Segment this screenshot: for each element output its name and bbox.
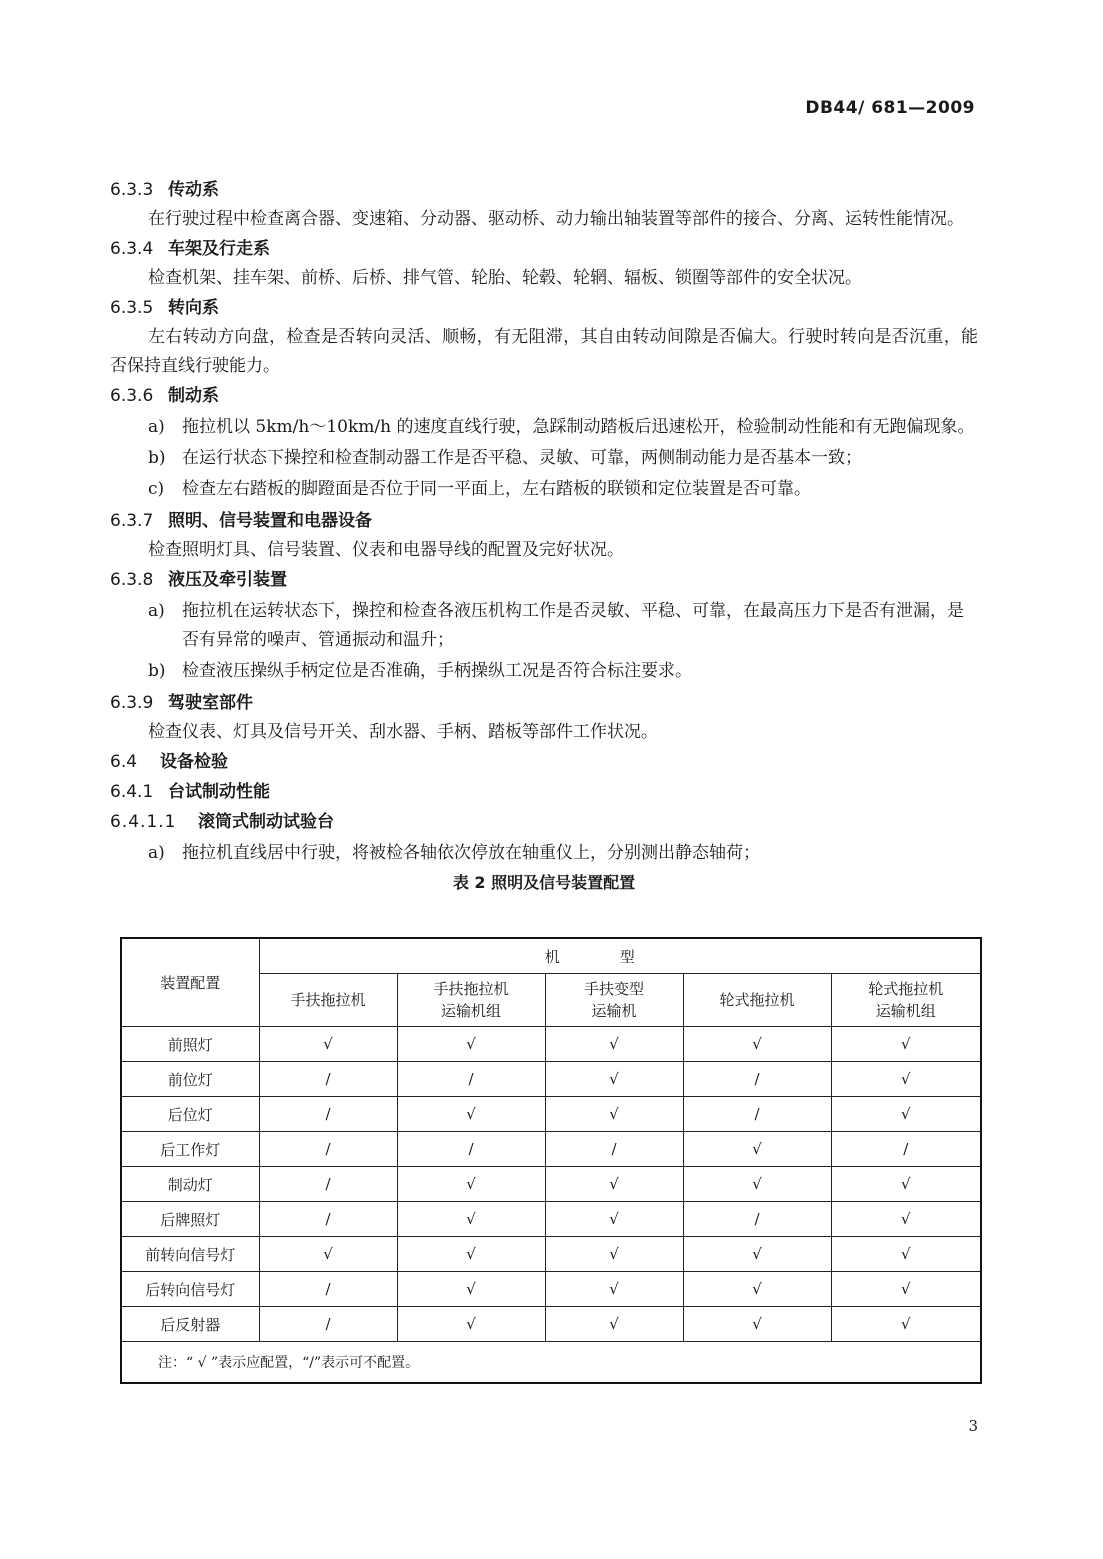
section-6-3-9-text: 检查仪表、灯具及信号开关、刮水器、手柄、踏板等部件工作状况。 bbox=[148, 722, 658, 742]
device-name-cell: 后牌照灯 bbox=[121, 1202, 259, 1237]
section-title: 滚筒式制动试验台 bbox=[198, 812, 334, 832]
section-number: 6.3.8 bbox=[110, 570, 154, 590]
config-cell: √ bbox=[545, 1062, 683, 1097]
config-cell: √ bbox=[545, 1097, 683, 1132]
config-cell: √ bbox=[397, 1237, 545, 1272]
config-cell: √ bbox=[683, 1237, 831, 1272]
config-cell: √ bbox=[397, 1027, 545, 1062]
column-header-cell bbox=[397, 974, 545, 1027]
section-6-3-7-heading bbox=[110, 506, 978, 536]
standard-code: DB44/ 681—2009 bbox=[805, 98, 975, 118]
section-title: 台试制动性能 bbox=[168, 782, 270, 802]
table-row bbox=[121, 1097, 981, 1132]
config-cell: √ bbox=[545, 1167, 683, 1202]
section-number: 6.3.7 bbox=[110, 511, 154, 531]
config-cell: √ bbox=[831, 1097, 981, 1132]
list-item bbox=[110, 413, 978, 442]
config-cell: / bbox=[259, 1272, 397, 1307]
config-cell: / bbox=[831, 1132, 981, 1167]
lighting-signal-table bbox=[120, 937, 982, 1384]
config-cell: √ bbox=[831, 1202, 981, 1237]
config-cell: √ bbox=[545, 1202, 683, 1237]
config-cell: √ bbox=[545, 1307, 683, 1342]
column-header-cell bbox=[831, 974, 981, 1027]
item-label: b) bbox=[148, 661, 166, 681]
column-header-line: 手扶拖拉机 bbox=[290, 991, 366, 1009]
section-title: 制动系 bbox=[168, 386, 219, 406]
config-cell: √ bbox=[831, 1272, 981, 1307]
column-header-cell bbox=[259, 974, 397, 1027]
section-title: 照明、信号装置和电器设备 bbox=[168, 511, 372, 531]
config-cell: √ bbox=[683, 1027, 831, 1062]
section-number: 6.3.5 bbox=[110, 298, 154, 318]
row-header-cell: 装置配置 bbox=[121, 938, 259, 1027]
list-item bbox=[110, 597, 978, 655]
item-label: a) bbox=[148, 601, 165, 621]
config-cell: √ bbox=[683, 1167, 831, 1202]
item-label: c) bbox=[148, 479, 165, 499]
column-header-line: 运输机组 bbox=[440, 1002, 501, 1020]
list-item bbox=[110, 475, 978, 504]
section-6-3-9-heading bbox=[110, 688, 978, 718]
item-text: 拖拉机直线居中行驶，将被检各轴依次停放在轴重仪上，分别测出静态轴荷； bbox=[182, 843, 760, 863]
section-title: 转向系 bbox=[168, 298, 219, 318]
config-cell: √ bbox=[397, 1097, 545, 1132]
config-cell: √ bbox=[397, 1202, 545, 1237]
list-item bbox=[110, 839, 978, 868]
table-row bbox=[121, 1202, 981, 1237]
device-name-cell: 制动灯 bbox=[121, 1167, 259, 1202]
section-title: 车架及行走系 bbox=[168, 239, 270, 259]
column-header-cell bbox=[683, 974, 831, 1027]
table-row bbox=[121, 1027, 981, 1062]
section-6-3-5-text: 左右转动方向盘，检查是否转向灵活、顺畅，有无阻滞，其自由转动间隙是否偏大。行驶时转向是否沉重，能否保持直线行驶能力。 bbox=[110, 327, 978, 376]
table-body bbox=[121, 1027, 981, 1342]
section-6-3-7-text: 检查照明灯具、信号装置、仪表和电器导线的配置及完好状况。 bbox=[148, 540, 624, 560]
item-text: 在运行状态下操控和检查制动器工作是否平稳、灵敏、可靠，两侧制动能力是否基本一致； bbox=[182, 448, 862, 468]
list-item bbox=[110, 444, 978, 473]
config-cell: √ bbox=[545, 1237, 683, 1272]
table-row bbox=[121, 1167, 981, 1202]
config-cell: / bbox=[683, 1202, 831, 1237]
config-cell: / bbox=[683, 1097, 831, 1132]
column-header-line: 轮式拖拉机 bbox=[719, 991, 795, 1009]
config-cell: √ bbox=[831, 1307, 981, 1342]
section-6-4-heading bbox=[110, 747, 978, 777]
config-cell: / bbox=[397, 1062, 545, 1097]
section-6-3-5-heading bbox=[110, 293, 978, 323]
table-row bbox=[121, 1237, 981, 1272]
section-title: 驾驶室部件 bbox=[168, 693, 253, 713]
device-name-cell: 前照灯 bbox=[121, 1027, 259, 1062]
section-number: 6.3.4 bbox=[110, 239, 154, 259]
config-cell: / bbox=[683, 1062, 831, 1097]
section-number: 6.4.1 bbox=[110, 782, 154, 802]
table-row bbox=[121, 1132, 981, 1167]
section-number: 6.3.6 bbox=[110, 386, 154, 406]
config-cell: / bbox=[397, 1132, 545, 1167]
config-cell: √ bbox=[259, 1237, 397, 1272]
section-6-4-1-heading bbox=[110, 777, 978, 807]
section-title: 传动系 bbox=[168, 180, 219, 200]
list-item bbox=[110, 657, 978, 686]
group-header-cell: 机型 bbox=[259, 938, 981, 974]
section-6-3-4-heading bbox=[110, 234, 978, 264]
config-cell: √ bbox=[683, 1132, 831, 1167]
section-6-3-4-text: 检查机架、挂车架、前桥、后桥、排气管、轮胎、轮毂、轮辋、辐板、锁圈等部件的安全状况。 bbox=[148, 268, 862, 288]
device-name-cell: 前转向信号灯 bbox=[121, 1237, 259, 1272]
item-text: 检查液压操纵手柄定位是否准确，手柄操纵工况是否符合标注要求。 bbox=[182, 661, 692, 681]
table-row bbox=[121, 1307, 981, 1342]
section-6-3-3-text: 在行驶过程中检查离合器、变速箱、分动器、驱动桥、动力输出轴装置等部件的接合、分离、运转性能情况。 bbox=[148, 209, 964, 229]
section-title: 设备检验 bbox=[160, 752, 228, 772]
config-cell: √ bbox=[831, 1062, 981, 1097]
section-number: 6.4.1.1 bbox=[110, 812, 177, 832]
section-title: 液压及牵引装置 bbox=[168, 570, 287, 590]
config-cell: √ bbox=[397, 1167, 545, 1202]
config-cell: √ bbox=[545, 1027, 683, 1062]
config-cell: √ bbox=[831, 1027, 981, 1062]
page-number: 3 bbox=[968, 1417, 978, 1435]
config-cell: √ bbox=[831, 1167, 981, 1202]
column-header-line: 手扶变型 bbox=[583, 980, 644, 998]
section-number: 6.4 bbox=[110, 752, 138, 772]
section-number: 6.3.3 bbox=[110, 180, 154, 200]
config-cell: / bbox=[259, 1062, 397, 1097]
item-label: a) bbox=[148, 843, 165, 863]
config-cell: / bbox=[259, 1167, 397, 1202]
config-cell: / bbox=[259, 1202, 397, 1237]
config-cell: √ bbox=[397, 1272, 545, 1307]
item-label: b) bbox=[148, 448, 166, 468]
section-6-3-8-heading bbox=[110, 565, 978, 595]
config-cell: √ bbox=[397, 1307, 545, 1342]
item-label: a) bbox=[148, 417, 165, 437]
config-cell: / bbox=[545, 1132, 683, 1167]
table-row bbox=[121, 1272, 981, 1307]
section-6-3-3-heading bbox=[110, 175, 978, 205]
column-header-line: 运输机组 bbox=[875, 1002, 936, 1020]
device-name-cell: 后位灯 bbox=[121, 1097, 259, 1132]
table-row bbox=[121, 1062, 981, 1097]
item-text: 拖拉机以 5km/h～10km/h 的速度直线行驶，急踩制动踏板后迅速松开，检验制动性能和有无跑偏现象。 bbox=[182, 417, 975, 437]
section-6-3-6-heading bbox=[110, 381, 978, 411]
config-cell: / bbox=[259, 1307, 397, 1342]
document-body bbox=[110, 175, 978, 900]
column-header-line: 运输机 bbox=[591, 1002, 637, 1020]
config-cell: / bbox=[259, 1132, 397, 1167]
config-cell: √ bbox=[683, 1272, 831, 1307]
device-name-cell: 前位灯 bbox=[121, 1062, 259, 1097]
column-header-line: 轮式拖拉机 bbox=[868, 980, 944, 998]
config-cell: / bbox=[259, 1097, 397, 1132]
item-text: 拖拉机在运转状态下，操控和检查各液压机构工作是否灵敏、平稳、可靠，在最高压力下是否有泄漏，是否有异常的噪声、管通振动和温升； bbox=[182, 601, 964, 650]
device-name-cell: 后转向信号灯 bbox=[121, 1272, 259, 1307]
config-cell: √ bbox=[259, 1027, 397, 1062]
column-header-cell bbox=[545, 974, 683, 1027]
config-cell: √ bbox=[831, 1237, 981, 1272]
item-text: 检查左右踏板的脚蹬面是否位于同一平面上，左右踏板的联锁和定位装置是否可靠。 bbox=[182, 479, 811, 499]
table-note: 注：“ √ ”表示应配置，“/”表示可不配置。 bbox=[121, 1342, 981, 1384]
device-name-cell: 后反射器 bbox=[121, 1307, 259, 1342]
section-number: 6.3.9 bbox=[110, 693, 154, 713]
device-name-cell: 后工作灯 bbox=[121, 1132, 259, 1167]
section-6-4-1-1-heading bbox=[110, 807, 978, 837]
config-cell: √ bbox=[683, 1307, 831, 1342]
column-header-line: 手扶拖拉机 bbox=[433, 980, 509, 998]
table-caption: 表 2 照明及信号装置配置 bbox=[452, 873, 636, 892]
config-cell: √ bbox=[545, 1272, 683, 1307]
